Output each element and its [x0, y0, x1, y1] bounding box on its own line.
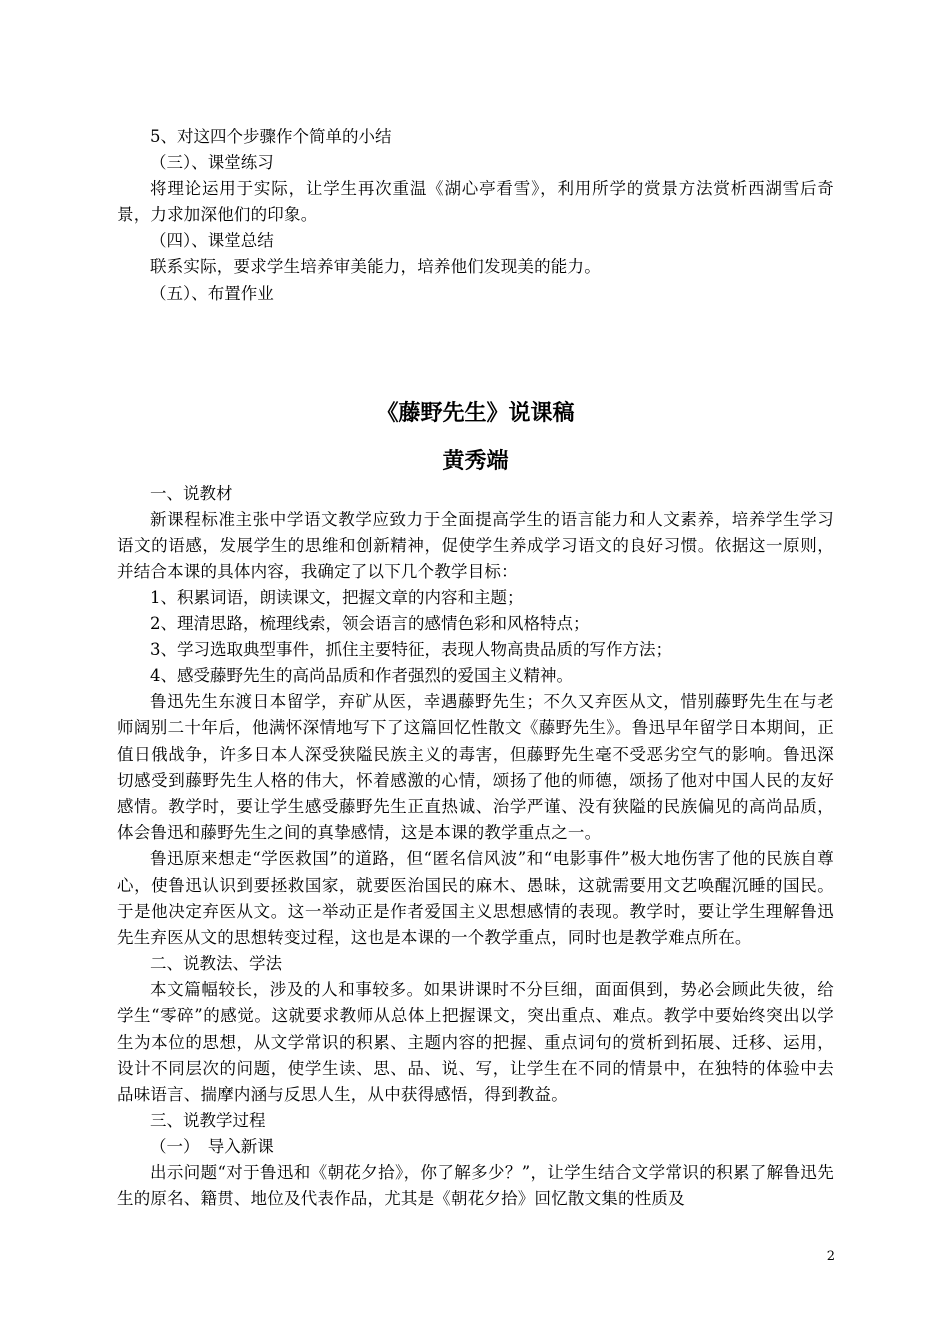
background-paragraph: 鲁迅先生东渡日本留学，弃矿从医，幸遇藤野先生；不久又弃医从文，惜别藤野先生在与老师阔别二十年后，他满怀深情地写下了这篇回忆性散文《藤野先生》。鲁迅早年留学日本期间，正值日俄战争，许多日本人深受狭隘民族主义的毒害，但藤野先生毫不受恶劣空气的影响。鲁迅深切感受到藤野先生人格的伟大，怀着感激的心情，颂扬了他的师德，颂扬了他对中国人民的友好感情。教学时，要让学生感受藤野先生正直热诚、治学严谨、没有狭隘的民族偏见的高尚品质，体会鲁迅和藤野先生之间的真挚感情，这是本课的教学重点之一。 — [117, 692, 834, 843]
section-heading-process: 三、说教学过程 — [150, 1111, 266, 1131]
heading-homework: （五）、布置作业 — [150, 283, 274, 303]
teaching-goal-1: 1、积累词语，朗读课文，把握文章的内容和主题； — [150, 588, 524, 608]
section-heading-methods: 二、说教法、学法 — [150, 954, 282, 974]
article-title: 《藤野先生》说课稿 — [376, 400, 575, 426]
article-author: 黄秀端 — [442, 448, 509, 474]
page-content — [117, 124, 834, 1213]
turning-point-paragraph: 鲁迅原来想走“学医救国”的道路，但“匿名信风波”和“电影事件”极大地伤害了他的民族自尊心，使鲁迅认识到要拯救国家，就要医治国民的麻木、愚昧，这就需要用文艺唤醒沉睡的国民。于是他决定弃医从文。这一举动正是作者爱国主义思想感情的表现。教学时，要让学生理解鲁迅先生弃医从文的思想转变过程，这也是本课的一个教学重点，同时也是教学难点所在。 — [117, 849, 834, 948]
teaching-goal-4: 4、感受藤野先生的高尚品质和作者强烈的爱国主义精神。 — [150, 666, 573, 686]
summary-paragraph: 联系实际，要求学生培养审美能力，培养他们发现美的能力。 — [150, 257, 601, 277]
section-gap — [117, 307, 834, 385]
textbook-intro-paragraph: 新课程标准主张中学语文教学应致力于全面提高学生的语言能力和人文素养，培养学生学习语文的语感，发展学生的思维和创新精神，促使学生养成学习语文的良好习惯。依据这一原则，并结合本课的具体内容，我确定了以下几个教学目标： — [117, 509, 834, 582]
section-heading-textbook: 一、说教材 — [150, 483, 233, 503]
page-number: 2 — [826, 1249, 835, 1264]
heading-classroom-practice: （三）、课堂练习 — [150, 153, 274, 172]
step-heading-introduction: （一） 导入新课 — [150, 1137, 274, 1157]
heading-classroom-summary: （四）、课堂总结 — [150, 231, 274, 251]
introduction-paragraph: 出示问题“对于鲁迅和《朝花夕拾》，你了解多少？”，让学生结合文学常识的积累了解鲁迅先生的原名、籍贯、地位及代表作品，尤其是《朝花夕拾》回忆散文集的性质及 — [117, 1163, 834, 1209]
step5-summary-line: 5、对这四个步骤作个简单的小结 — [150, 127, 392, 146]
teaching-goal-3: 3、学习选取典型事件，抓住主要特征，表现人物高贵品质的写作方法； — [150, 640, 672, 660]
practice-paragraph: 将理论运用于实际，让学生再次重温《湖心亭看雪》，利用所学的赏景方法赏析西湖雪后奇景，力求加深他们的印象。 — [117, 179, 834, 225]
methods-paragraph: 本文篇幅较长，涉及的人和事较多。如果讲课时不分巨细，面面俱到，势必会顾此失彼，给学生“零碎”的感觉。这就要求教师从总体上把握课文，突出重点、难点。教学中要始终突出以学生为本位的思想，从文学常识的积累、主题内容的把握、重点词句的赏析到拓展、迁移、运用，设计不同层次的问题，使学生读、思、品、说、写，让学生在不同的情景中，在独特的体验中去品味语言、揣摩内涵与反思人生，从中获得感悟，得到教益。 — [117, 980, 834, 1105]
teaching-goal-2: 2、理清思路，梳理线索，领会语言的感情色彩和风格特点； — [150, 614, 590, 634]
